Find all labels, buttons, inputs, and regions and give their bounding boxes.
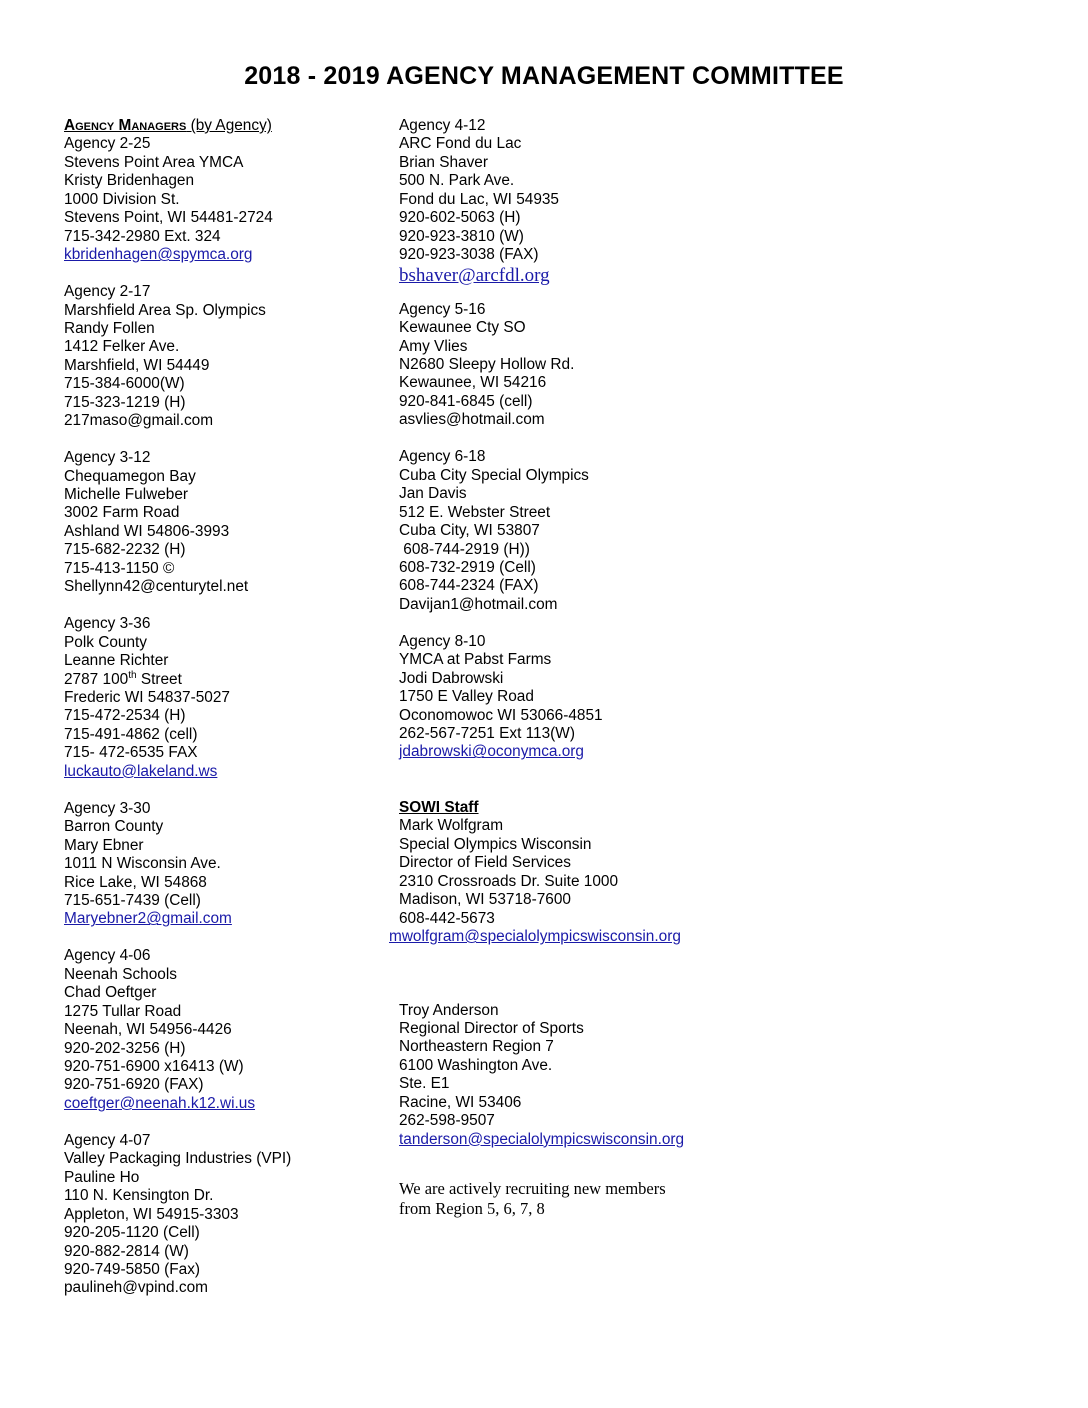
- entry-line: 715-384-6000(W): [64, 375, 185, 393]
- entry-line: 715-491-4862 (cell): [64, 725, 198, 743]
- email-link[interactable]: luckauto@lakeland.ws: [64, 762, 218, 780]
- entry-line: Michelle Fulweber: [64, 486, 189, 504]
- entry-line: Racine, WI 53406: [399, 1093, 522, 1111]
- entry-line: YMCA at Pabst Farms: [399, 651, 552, 669]
- entry-line: 262-567-7251 Ext 113(W): [399, 725, 575, 743]
- street-number: 2787 100: [64, 670, 129, 688]
- entry-line: Neenah Schools: [64, 965, 177, 983]
- agency-entry-3-12: [64, 449, 384, 597]
- entry-line: Director of Field Services: [399, 854, 571, 872]
- agency-entry-4-07: [64, 1132, 384, 1298]
- entry-line: 512 E. Webster Street: [399, 503, 551, 521]
- entry-line: Agency 2-25: [64, 135, 151, 153]
- agency-entry-2-17: [64, 283, 384, 431]
- section-heading-agency-managers: [64, 117, 384, 135]
- entry-line: Madison, WI 53718-7600: [399, 891, 571, 909]
- entry-line: Chad Oeftger: [64, 984, 157, 1002]
- entry-line: Agency 3-30: [64, 799, 151, 817]
- entry-line: 715- 472-6535 FAX: [64, 744, 198, 762]
- email-link[interactable]: kbridenhagen@spymca.org: [64, 246, 253, 264]
- entry-line: 608-442-5673: [399, 909, 495, 927]
- entry-line: Ashland WI 54806-3993: [64, 522, 230, 540]
- entry-line: Agency 4-06: [64, 947, 151, 965]
- entry-line: Agency 4-12: [399, 117, 486, 134]
- entry-line: 920-841-6845 (cell): [399, 392, 533, 410]
- entry-line: Agency 8-10: [399, 632, 486, 650]
- entry-line: 920-749-5850 (Fax): [64, 1261, 201, 1278]
- entry-line: Randy Follen: [64, 319, 155, 337]
- entry-line: 920-923-3038 (FAX): [399, 246, 539, 264]
- entry-line: Kewaunee, WI 54216: [399, 374, 547, 392]
- entry-line: Mary Ebner: [64, 836, 144, 854]
- street-name: Street: [136, 670, 182, 688]
- entry-line: Kristy Bridenhagen: [64, 172, 195, 190]
- entry-line: 920-202-3256 (H): [64, 1039, 186, 1057]
- entry-line: 920-923-3810 (W): [399, 227, 524, 245]
- entry-line: 920-602-5063 (H): [399, 209, 521, 227]
- agency-entry-4-06: [64, 947, 384, 1113]
- entry-line: Agency 2-17: [64, 283, 151, 301]
- staff-entry-anderson: [399, 1002, 719, 1150]
- recruiting-note: [399, 1179, 719, 1219]
- entry-line: Ste. E1: [399, 1075, 450, 1093]
- entry-line: Davijan1@hotmail.com: [399, 595, 558, 613]
- email-link[interactable]: mwolfgram@specialolympicswisconsin.org: [389, 928, 681, 946]
- entry-line: Jan Davis: [399, 485, 467, 503]
- entry-line: Brian Shaver: [399, 153, 488, 171]
- entry-line: 920-882-2814 (W): [64, 1242, 189, 1260]
- entry-line: Shellynn42@centurytel.net: [64, 578, 249, 596]
- street-address: [64, 671, 384, 689]
- entry-line: 715-651-7439 (Cell): [64, 891, 201, 909]
- entry-line: Barron County: [64, 818, 164, 836]
- entry-line: Troy Anderson: [399, 1001, 499, 1019]
- entry-line: Agency 3-36: [64, 615, 151, 633]
- agency-entry-3-30: [64, 800, 384, 929]
- entry-line: Frederic WI 54837-5027: [64, 689, 230, 706]
- entry-line: Amy Vlies: [399, 337, 468, 355]
- entry-line: 1750 E Valley Road: [399, 688, 534, 706]
- entry-line: N2680 Sleepy Hollow Rd.: [399, 355, 575, 373]
- entry-line: Agency 4-07: [64, 1131, 151, 1149]
- entry-line: Cuba City, WI 53807: [399, 522, 540, 540]
- entry-line: 608-744-2919 (H)): [399, 540, 530, 558]
- recruit-line-1: We are actively recruiting new members: [399, 1179, 666, 1199]
- heading-suffix: (by Agency): [186, 117, 272, 134]
- entry-line: 3002 Farm Road: [64, 504, 180, 522]
- entry-line: Polk County: [64, 633, 147, 651]
- entry-line: ARC Fond du Lac: [399, 135, 522, 153]
- entry-line: Pauline Ho: [64, 1168, 140, 1186]
- page-title: 2018 - 2019 AGENCY MANAGEMENT COMMITTEE: [244, 62, 844, 90]
- ordinal-suffix: th: [128, 669, 137, 681]
- recruit-line-2: from Region 5, 6, 7, 8: [399, 1199, 545, 1219]
- staff-heading: SOWI Staff: [399, 798, 479, 816]
- entry-line: 500 N. Park Ave.: [399, 172, 515, 190]
- entry-line: asvlies@hotmail.com: [399, 411, 545, 429]
- agency-entry-6-18: [399, 448, 719, 614]
- entry-line: Mark Wolfgram: [399, 817, 504, 835]
- entry-line: Rice Lake, WI 54868: [64, 873, 207, 891]
- agency-entry-5-16: [399, 301, 719, 430]
- entry-line: 715-342-2980 Ext. 324: [64, 227, 221, 245]
- entry-line: 217maso@gmail.com: [64, 412, 214, 430]
- entry-line: Marshfield, WI 54449: [64, 356, 210, 374]
- heading-text: Agency Managers: [64, 117, 187, 134]
- entry-line: Jodi Dabrowski: [399, 669, 504, 687]
- email-link[interactable]: jdabrowski@oconymca.org: [399, 743, 584, 761]
- agency-entry-3-36: [64, 615, 384, 781]
- email-link[interactable]: bshaver@arcfdl.org: [399, 264, 550, 286]
- entry-line: 1275 Tullar Road: [64, 1002, 182, 1020]
- email-link[interactable]: Maryebner2@gmail.com: [64, 910, 232, 928]
- entry-line: 262-598-9507: [399, 1112, 495, 1130]
- entry-line: Agency 5-16: [399, 300, 486, 318]
- entry-line: Cuba City Special Olympics: [399, 466, 589, 484]
- entry-line: 2310 Crossroads Dr. Suite 1000: [399, 872, 619, 890]
- entry-line: 1011 N Wisconsin Ave.: [64, 855, 221, 873]
- entry-line: 608-744-2324 (FAX): [399, 577, 539, 595]
- entry-line: Stevens Point Area YMCA: [64, 153, 244, 171]
- entry-line: 715-472-2534 (H): [64, 707, 186, 725]
- right-column: [389, 117, 719, 1219]
- entry-line: Oconomowoc WI 53066-4851: [399, 706, 603, 724]
- entry-line: Kewaunee Cty SO: [399, 319, 526, 337]
- entry-line: 608-732-2919 (Cell): [399, 558, 536, 576]
- entry-line: paulineh@vpind.com: [64, 1279, 208, 1297]
- entry-line: Appleton, WI 54915-3303: [64, 1205, 239, 1223]
- entry-line: Leanne Richter: [64, 652, 169, 670]
- email-link[interactable]: tanderson@specialolympicswisconsin.org: [399, 1130, 685, 1148]
- left-column: [64, 117, 384, 1316]
- entry-line: Valley Packaging Industries (VPI): [64, 1150, 292, 1168]
- agency-entry-2-25: [64, 135, 384, 264]
- entry-line: Agency 6-18: [399, 448, 486, 466]
- entry-line: Fond du Lac, WI 54935: [399, 190, 559, 208]
- entry-line: 110 N. Kensington Dr.: [64, 1187, 214, 1205]
- entry-line: 1000 Division St.: [64, 190, 180, 208]
- entry-line: 920-751-6900 x16413 (W): [64, 1058, 244, 1076]
- entry-line: Chequamegon Bay: [64, 467, 196, 485]
- entry-line: 1412 Felker Ave.: [64, 338, 180, 356]
- agency-entry-4-12: [399, 117, 719, 287]
- entry-line: Marshfield Area Sp. Olympics: [64, 301, 266, 319]
- sowi-staff-section: [389, 798, 719, 947]
- agency-entry-8-10: [399, 633, 719, 762]
- entry-line: 6100 Washington Ave.: [399, 1056, 553, 1074]
- entry-line: 715-682-2232 (H): [64, 541, 186, 559]
- entry-line: 715-413-1150 ©: [64, 559, 175, 577]
- entry-line: Northeastern Region 7: [399, 1038, 554, 1056]
- email-link[interactable]: coeftger@neenah.k12.wi.us: [64, 1094, 256, 1112]
- entry-line: Stevens Point, WI 54481-2724: [64, 209, 273, 227]
- entry-line: 920-751-6920 (FAX): [64, 1076, 204, 1094]
- entry-line: Regional Director of Sports: [399, 1020, 584, 1037]
- entry-line: Neenah, WI 54956-4426: [64, 1021, 232, 1039]
- entry-line: Agency 3-12: [64, 449, 151, 467]
- entry-line: Special Olympics Wisconsin: [399, 835, 592, 853]
- entry-line: 920-205-1120 (Cell): [64, 1224, 200, 1242]
- entry-line: 715-323-1219 (H): [64, 393, 186, 411]
